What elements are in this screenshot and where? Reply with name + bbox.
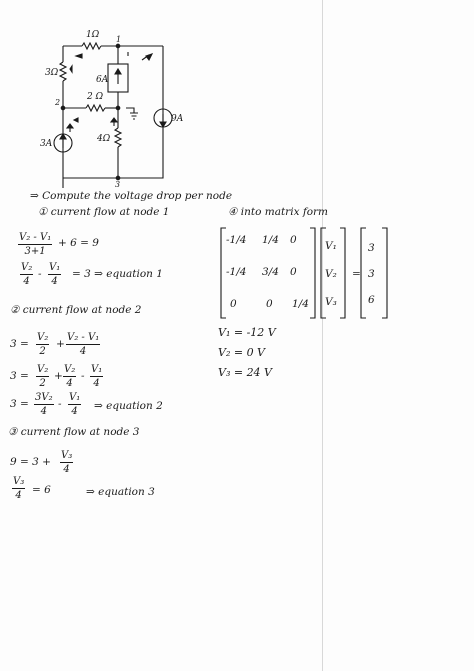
label-r-left: 3Ω	[45, 68, 59, 78]
eq-n3-b-frac1	[12, 476, 25, 501]
eq-n1-a-den: 3+1	[24, 246, 46, 257]
eq-n3-b-f1-den: 4	[15, 490, 22, 501]
eq-n2-c-rest: ⇒ equation 2	[94, 400, 163, 412]
eq-n3-b-f1-num: V₃	[13, 476, 25, 487]
eq-n1-b-f1-num: V₂	[21, 262, 33, 273]
resistor-top	[82, 43, 101, 49]
eq-n2-c-f2-num: V₁	[69, 392, 81, 403]
label-src-right: 9A	[171, 114, 184, 124]
eq-n1-a-num: V₂ - V₁	[19, 232, 52, 243]
eq-n1-b-f2-num: V₁	[49, 262, 61, 273]
label-node-1: 1	[116, 35, 122, 44]
eq-n1-b-frac1	[20, 262, 33, 287]
matrix-title: ④ into matrix form	[228, 206, 329, 218]
heading: ⇒ Compute the voltage drop per node	[30, 190, 233, 202]
eq-n2-b-frac2	[63, 364, 76, 389]
eq-n3-a-f1-num: V₃	[61, 450, 73, 461]
resistor-left	[60, 62, 66, 81]
rhs-0: 3	[368, 242, 375, 254]
node2-title: ② current flow at node 2	[10, 304, 142, 316]
eq-n2-b-f3-num: V₁	[91, 364, 103, 375]
node1-title: ① current flow at node 1	[38, 206, 170, 218]
eq-n2-a-f1-num: V₂	[37, 332, 49, 343]
eq-n2-a-f1-den: 2	[39, 346, 46, 357]
eq-n2-c-lhs: 3 =	[10, 398, 29, 410]
eq-n1-b-f1-den: 4	[23, 276, 30, 287]
var-v2: V₂	[325, 268, 337, 280]
eq-n2-c-frac1	[34, 392, 54, 417]
eq-n2-a-f2-den: 4	[79, 346, 87, 357]
eq-n2-a-frac1	[36, 332, 49, 357]
label-src-center: 6A	[96, 75, 109, 85]
eq-n2-b-f2-den: 4	[66, 378, 73, 389]
matrix-cell-0-2: 0	[290, 234, 297, 246]
label-r-mid: 2 Ω	[87, 92, 104, 102]
eq-n2-c-f1-den: 4	[40, 406, 47, 417]
label-r-right: 4Ω	[97, 134, 111, 144]
eq-n1-b-f2-den: 4	[51, 276, 58, 287]
eq-n2-a-plus: +	[56, 338, 65, 350]
eq-n2-b-lhs: 3 =	[10, 370, 29, 382]
matrix-cell-1-2: 0	[290, 266, 297, 278]
matrix-cell-0-1: 1/4	[262, 234, 279, 246]
eq-n1-b-frac2	[48, 262, 61, 287]
label-node-2: 2	[55, 98, 61, 107]
eq-n2-a-lhs: 3 =	[10, 338, 29, 350]
eq-n2-b-f1-num: V₂	[37, 364, 49, 375]
resistor-right	[115, 128, 121, 147]
eq-n2-c-frac2	[68, 392, 81, 417]
page-fold-line	[322, 0, 323, 671]
label-r-top: 1Ω	[86, 30, 100, 40]
rhs-1: 3	[368, 268, 375, 280]
matrix-cell-1-1: 3/4	[262, 266, 279, 278]
label-src-left: 3A	[40, 139, 53, 149]
matrix-cell-2-0: 0	[230, 298, 237, 310]
result-v3: V₃ = 24 V	[218, 366, 273, 379]
eq-n2-b-f3-den: 4	[93, 378, 100, 389]
eq-n2-b-plus: +	[54, 370, 63, 382]
eq-n2-b-frac1	[36, 364, 49, 389]
eq-n1-a-rest: + 6 = 9	[58, 237, 99, 249]
eq-n1-b-rest: = 3 ⇒ equation 1	[72, 268, 163, 280]
eq-n2-b-f1-den: 2	[39, 378, 46, 389]
eq-n1-b-minus: -	[38, 268, 42, 280]
var-v3: V₃	[325, 296, 337, 308]
eq-n2-c-f2-den: 4	[71, 406, 78, 417]
eq-n3-a-lhs: 9 = 3 +	[10, 456, 51, 468]
eq-n2-a-f2-num: V₂ - V₁	[67, 332, 100, 343]
eq-n3-a-frac1	[60, 450, 73, 475]
matrix-cell-0-0: -1/4	[226, 234, 247, 246]
rhs-2: 6	[368, 294, 375, 306]
label-node-3: 3	[115, 180, 121, 189]
var-v1: V₁	[325, 240, 337, 252]
matrix-cell-1-0: -1/4	[226, 266, 247, 278]
resistor-mid	[86, 105, 105, 111]
node3-title: ③ current flow at node 3	[8, 426, 140, 438]
eq-n1-a-frac	[18, 232, 52, 257]
result-v1: V₁ = -12 V	[218, 326, 276, 339]
eq-n3-b-rest: = 6	[32, 484, 51, 496]
circuit-diagram	[0, 0, 200, 190]
result-v2: V₂ = 0 V	[218, 346, 266, 359]
eq-n2-c-f1-num: 3V₂	[35, 392, 53, 403]
eq-n2-a-frac2	[66, 332, 100, 357]
eq-n2-c-minus: -	[58, 398, 62, 410]
eq-n2-b-minus: -	[81, 370, 85, 382]
matrix-equals: =	[352, 268, 361, 280]
eq-n3-b-label: ⇒ equation 3	[86, 486, 155, 498]
eq-n2-b-f2-num: V₂	[64, 364, 76, 375]
eq-n3-a-f1-den: 4	[63, 464, 70, 475]
matrix-cell-2-2: 1/4	[292, 298, 309, 310]
eq-n2-b-frac3	[90, 364, 103, 389]
matrix-cell-2-1: 0	[266, 298, 273, 310]
